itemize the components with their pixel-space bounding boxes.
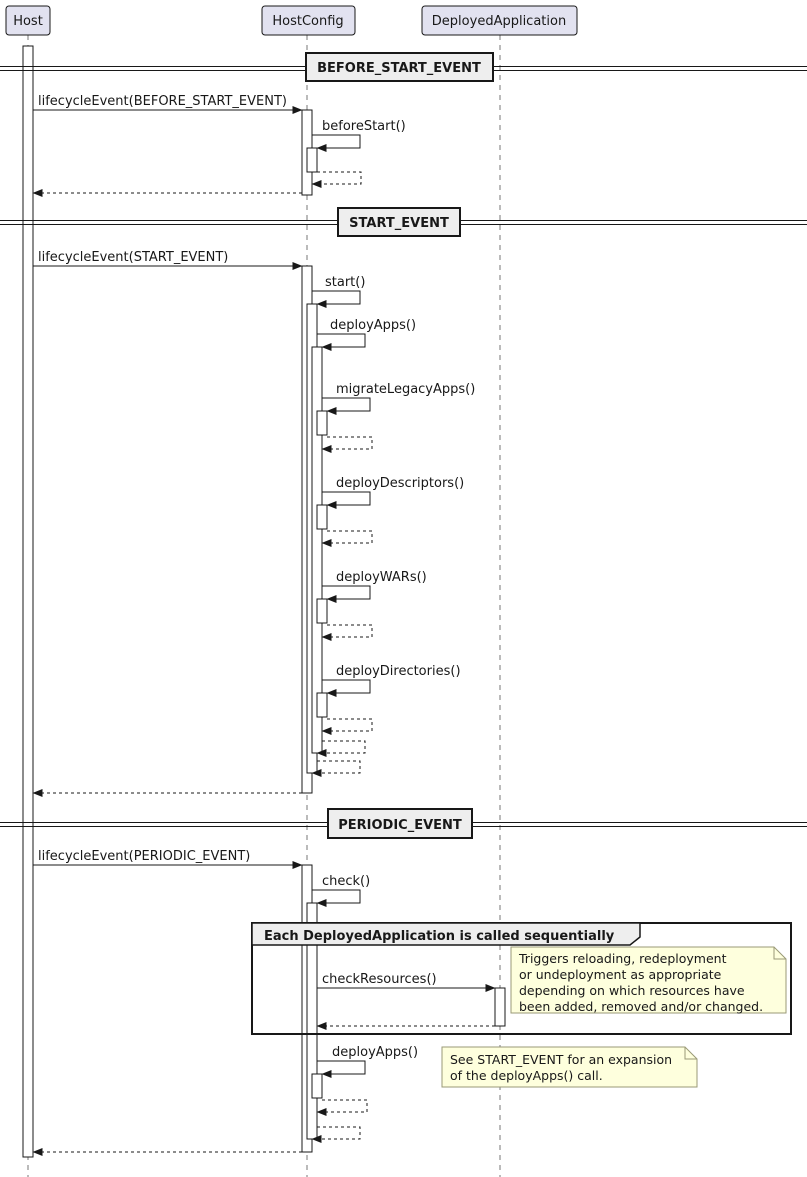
divider-label: START_EVENT [349, 216, 449, 231]
message-label: lifecycleEvent(START_EVENT) [38, 250, 229, 265]
participant-label-hostconfig: HostConfig [272, 14, 344, 29]
message-label: check() [322, 874, 371, 889]
self-call-beforestart [312, 135, 360, 148]
participants [6, 6, 577, 35]
message-label: start() [325, 275, 366, 290]
self-call-deploywars [322, 586, 370, 599]
divider-periodic-event [0, 809, 807, 838]
section-periodic-event [33, 849, 791, 1152]
activation-beforestart [307, 148, 317, 172]
note-line: depending on which resources have [519, 983, 745, 998]
activation-deploydescriptors [317, 505, 327, 529]
message-label: deployDirectories() [336, 664, 461, 679]
self-call-check [312, 890, 360, 903]
self-return-deploywars [322, 625, 372, 637]
activation-deployapps [312, 347, 322, 753]
self-return-beforestart [312, 172, 361, 184]
message-label: migrateLegacyApps() [336, 382, 476, 397]
message-label: deployApps() [332, 1045, 419, 1060]
divider-start-event [0, 208, 807, 236]
activation-deploydirectories [317, 693, 327, 717]
divider-before-start-event [0, 53, 807, 81]
note-line: been added, removed and/or changed. [519, 999, 764, 1014]
section-before-start-event [33, 94, 406, 193]
participant-label-host: Host [13, 14, 43, 29]
note-line: of the deployApps() call. [450, 1068, 603, 1083]
self-return-deployapps-periodic [317, 1100, 367, 1112]
self-return-deployapps [317, 741, 365, 753]
self-return-migratelegacyapps [322, 437, 372, 449]
self-return-deploydirectories [322, 719, 372, 731]
self-call-deployapps-periodic [317, 1061, 365, 1074]
activation-migratelegacyapps [317, 411, 327, 435]
message-label: checkResources() [322, 972, 437, 987]
activation-checkresources [495, 988, 505, 1026]
message-label: lifecycleEvent(PERIODIC_EVENT) [38, 849, 251, 864]
message-label: deployApps() [330, 318, 417, 333]
message-label: deployWARs() [336, 570, 427, 585]
self-return-deploydescriptors [322, 531, 372, 543]
self-call-deployapps [317, 334, 365, 347]
message-label: deployDescriptors() [336, 476, 465, 491]
activation-deployapps-periodic [312, 1074, 322, 1098]
participant-label-deployedapplication: DeployedApplication [431, 14, 567, 29]
activation-deploywars [317, 599, 327, 623]
group-label: Each DeployedApplication is called sequentially [264, 929, 615, 944]
self-return-start [312, 761, 360, 773]
note-line: Triggers reloading, redeployment [519, 951, 727, 966]
lifelines [28, 35, 500, 1177]
message-label: lifecycleEvent(BEFORE_START_EVENT) [38, 94, 287, 109]
divider-label: PERIODIC_EVENT [338, 818, 462, 833]
activation-host [23, 46, 33, 1157]
self-call-start [312, 291, 360, 304]
self-call-deploydirectories [322, 680, 370, 693]
divider-label: BEFORE_START_EVENT [317, 61, 481, 76]
self-call-deploydescriptors [322, 492, 370, 505]
note-line: See START_EVENT for an expansion [450, 1052, 673, 1067]
message-label: beforeStart() [322, 119, 406, 134]
self-call-migratelegacyapps [322, 398, 370, 411]
section-start-event [33, 250, 475, 793]
self-return-check [312, 1127, 360, 1139]
note-line: or undeployment as appropriate [519, 967, 722, 982]
